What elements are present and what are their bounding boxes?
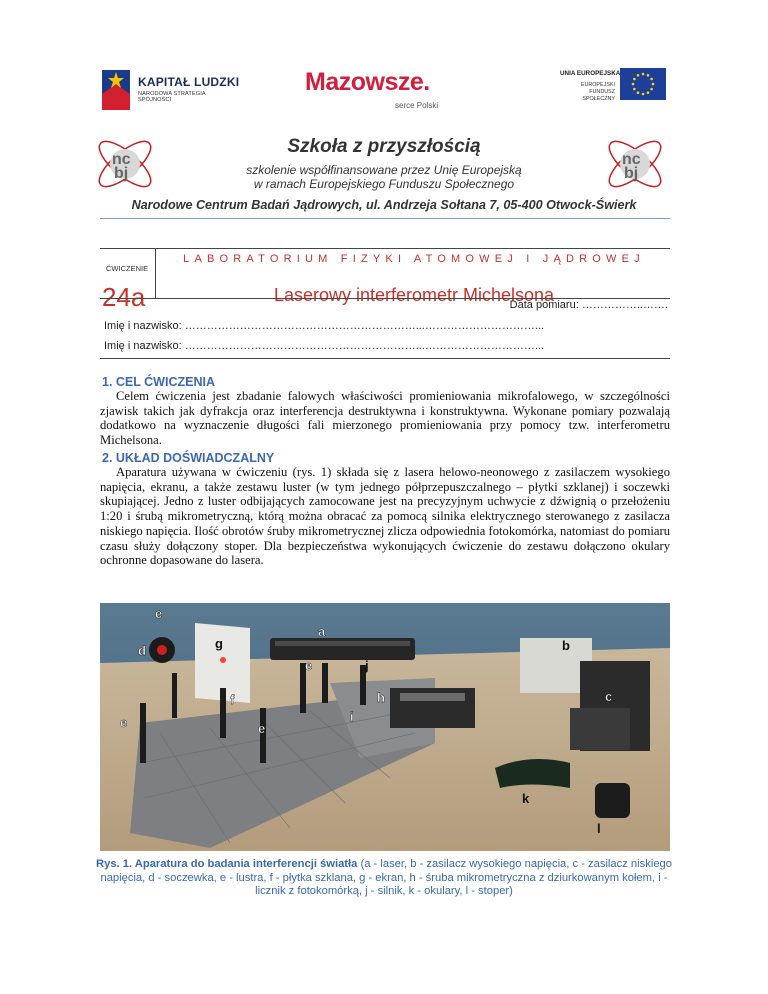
laboratory-name: LABORATORIUM FIZYKI ATOMOWEJ I JĄDROWEJ: [183, 253, 645, 265]
date-field: Data pomiaru: ……………..…….: [509, 299, 668, 311]
school-title: Szkoła z przyszłością: [287, 136, 481, 157]
photo-label-l: l: [597, 821, 601, 836]
photo-label-e-mid: e: [305, 658, 313, 673]
kapital-ludzki-emblem-icon: [100, 66, 134, 114]
ue-subtitle: EUROPEJSKI FUNDUSZ SPOŁECZNY: [580, 82, 615, 102]
mazowsze-subtitle: serce Polski: [395, 101, 439, 110]
logo-mazowsze: [305, 68, 455, 114]
photo-label-a: a: [318, 624, 326, 639]
photo-label-j: j: [365, 658, 369, 673]
photo-label-g: g: [215, 636, 223, 651]
photo-label-e-left: e: [120, 715, 128, 730]
section-text-2: Aparatura używana w ćwiczeniu (rys. 1) składa się z lasera helowo-neonowego z zasilaczem wysokiego napięcia, ekranu, a także zestawu luster (w tym jednego półprzepuszczalnego – płytki szklanej) i soczewki skupiającej. Jedno z luster odbijających zamocowane jest na precyzyjnym uchwycie z dźwignią o przełożeniu 1:20 i śrubą mikrometryczną, którą można obracać za pomocą silnika elektrycznego sterowanego z zasilacza niskiego napięcia. Ilość obrotów śruby mikrometrycznej zlicza odpowiednia fotokomórka, natomiast do pomiaru czasu służy dołączony stoper. Dla bezpieczeństwa wykonujących ćwiczenie do zestawu dołączono okulary ochronne dopasowane do lasera.: [100, 465, 670, 568]
svg-text:nc: nc: [112, 151, 131, 168]
name-rule: [100, 358, 670, 359]
kapital-title: KAPITAŁ LUDZKI: [138, 75, 240, 89]
eu-flag-icon: [620, 68, 666, 100]
section-heading-1: 1. CEL ĆWICZENIA: [102, 375, 215, 389]
section-text-1: Celem ćwiczenia jest zbadanie falowych właściwości promieniowania mikrofalowego, w szczególności zjawisk takich jak dyfrakcja oraz interferencja destruktywna i konstruktywna. Wykonane pomiary pozwalają dodatkowo na wyznaczenie długości fali mierzonego promieniowania przy pomocy tzw. interferometru Michelsona.: [100, 389, 670, 448]
ue-title: UNIA EUROPEJSKA: [560, 70, 621, 77]
mazowsze-title: Mazowsze.: [305, 68, 430, 96]
institution-address: Narodowe Centrum Badań Jądrowych, ul. Andrzeja Sołtana 7, 05-400 Otwock-Świerk: [131, 198, 637, 212]
name-field-2: Imię i nazwisko: ………………………………………………………...…………………………...: [104, 340, 545, 352]
photo-label-k: k: [522, 791, 530, 806]
photo-label-d: d: [138, 643, 146, 658]
photo-label-e-top: e: [155, 606, 163, 621]
svg-text:bj: bj: [624, 165, 639, 182]
photo-label-c: c: [605, 689, 613, 704]
kapital-subtitle: NARODOWA STRATEGIA SPÓJNOŚCI: [138, 91, 206, 103]
photo-label-i: i: [350, 709, 354, 724]
exercise-label: ĆWICZENIE: [106, 264, 149, 273]
header-divider: [100, 218, 670, 219]
photo-label-f: f: [230, 692, 235, 707]
apparatus-photo: [100, 603, 670, 851]
exercise-number: 24a: [102, 282, 146, 312]
svg-text:bj: bj: [114, 165, 129, 182]
name-field-1: Imię i nazwisko: ………………………………………………………...…………………………...: [104, 320, 545, 332]
figure-caption: Rys. 1. Aparatura do badania interferencji światła (a - laser, b - zasilacz wysokiego napięcia, c - zasilacz niskiego napięcia, d - soczewka, e - lustra, f - płytka szklana, g - ekran, h - śruba mikrometryczna z dziurkowanym kołem, i - licznik z fotokomórką, j - silnik, k - okulary, l - stoper): [96, 858, 672, 898]
section-heading-2: 2. UKŁAD DOŚWIADCZALNY: [102, 451, 275, 465]
exercise-title: Laserowy interferometr Michelsona: [273, 285, 555, 305]
photo-label-e-bottom: e: [258, 721, 266, 736]
photo-label-b: b: [562, 638, 570, 653]
svg-text:nc: nc: [622, 151, 641, 168]
logo-kapital-ludzki: [100, 66, 240, 114]
logo-ue: [560, 68, 672, 112]
school-subtitle: szkolenie współfinansowane przez Unię Europejską w ramach Europejskiego Funduszu Społecznego: [246, 163, 522, 191]
photo-label-h: h: [377, 690, 385, 705]
